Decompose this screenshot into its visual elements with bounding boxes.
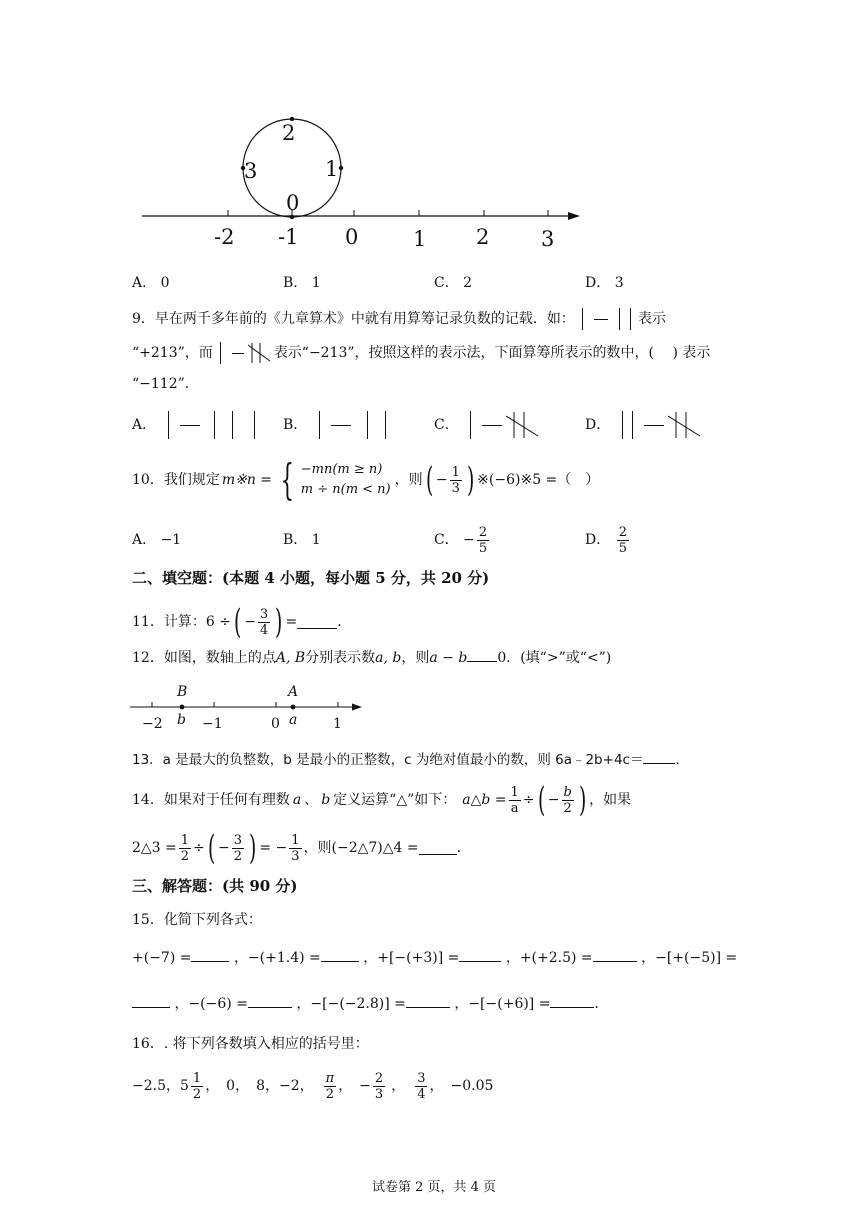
q15-row1: +(−7) = ，−(+1.4) = ，+[−(+3)] = ，+(+2.5) = ，−[+(−5)] = (132, 950, 738, 966)
circle-label-3: 3 (244, 159, 258, 183)
q15-row2: ，−(−6) = ，−[−(−2.8)] = ，−[−(+6)] = ． (132, 994, 608, 1014)
counting-rods-icon (575, 306, 638, 332)
tick-label: 0 (271, 716, 280, 730)
axis-tick-label: -2 (214, 225, 235, 249)
answer-blank[interactable] (459, 949, 501, 962)
q8-option-a: A． 0 (132, 275, 170, 291)
q8-option-c: C． 2 (434, 275, 473, 291)
q9-option-b: B． (283, 412, 393, 438)
circle-label-2: 2 (282, 121, 296, 145)
q8-option-b: B． 1 (283, 275, 321, 291)
answer-blank[interactable] (132, 995, 170, 1008)
q9-line1: 9．早在两千多年前的《九章算术》中就有用算筹记录负数的记载．如： 表示 (132, 306, 666, 332)
point-label-a: a (289, 712, 298, 728)
point-label-b: b (177, 712, 186, 728)
section-2-heading: 二、填空题：(本题 4 小题，每小题 5 分，共 20 分) (132, 569, 490, 587)
tick-label: −2 (142, 716, 163, 730)
answer-blank[interactable] (321, 949, 359, 962)
q14-line2: 2△3 = $\frac{1}{2}$ ÷ ( − $\frac{3}{2}$ ) = − $\frac{1}{3}$ ，则 (−2△7)△4 = ． (132, 828, 471, 868)
tick-label: 1 (333, 716, 342, 730)
answer-blank[interactable] (248, 995, 292, 1008)
axis-arrow-icon (568, 212, 580, 220)
answer-blank[interactable] (643, 751, 675, 764)
answer-blank[interactable] (297, 616, 337, 629)
q8-option-d: D． 3 (585, 275, 624, 291)
q14-line1: 14．如果对于任何有理数 a 、 b 定义运算“△”如下： a△b = $\frac{1}{a}$ ÷ ( − $\frac{b}{2}$ ) ，如果 (132, 780, 632, 820)
q12-question: 12．如图，数轴上的点A, B分别表示数a, b，则a − b 0．(填“>”或“<”) (132, 650, 612, 666)
circle-label-1: 1 (325, 157, 339, 181)
q11-question: 11．计算： 6 ÷ ( − $\frac{3}{4}$ ) = ． (132, 602, 352, 642)
q13-question: 13．a 是最大的负整数，b 是最小的正整数，c 为绝对值最小的数，则 6a﹣2b+4c＝ ． (132, 752, 689, 768)
tick-label: −1 (202, 716, 223, 730)
q12-number-line (128, 680, 368, 730)
counting-rods-icon (615, 412, 702, 438)
q9-option-c: C． (434, 412, 540, 438)
q10-option-a: A． −1 (132, 532, 182, 548)
axis-tick-label: 2 (476, 225, 490, 249)
counting-rods-icon (161, 412, 262, 438)
page-footer: 试卷第 2 页，共 4 页 (371, 1180, 497, 1195)
counting-rods-icon (312, 412, 393, 438)
axis-tick-label: 0 (345, 225, 359, 249)
q10-option-b: B． 1 (283, 532, 321, 548)
point-label-a-upper: A (288, 684, 299, 700)
point-label-b-upper: B (177, 684, 188, 700)
axis-tick-label: 1 (413, 227, 427, 251)
circle-label-0: 0 (286, 191, 300, 215)
q8-figure (130, 108, 590, 253)
q10-option-c: C． − $\frac{2}{5}$ (434, 524, 488, 556)
q9-option-d: D． (585, 412, 702, 438)
counting-rods-icon (213, 340, 274, 366)
answer-blank[interactable] (467, 649, 497, 662)
q10-option-d: D． $\frac{2}{5}$ (585, 524, 627, 556)
q16-title: 16．. 将下列各数填入相应的括号里： (132, 1036, 369, 1052)
q10-question: 10．我们规定 m※n = { −mn(m ≥ n) m ÷ n(m < n) ，则 ( − $\frac{1}{3}$ ) ※(−6)※5 =（ ） (132, 455, 600, 504)
answer-blank[interactable] (406, 995, 450, 1008)
answer-blank[interactable] (550, 995, 594, 1008)
counting-rods-icon (463, 412, 540, 438)
q9-option-a: A． (132, 412, 262, 438)
q15-title: 15．化简下列各式： (132, 912, 262, 928)
axis-tick-label: 3 (541, 227, 555, 251)
q9-line2: “+213”，而 表示“−213”，按照这样的表示法，下面算筹所表示的数中，( ) 表示 (132, 340, 710, 366)
axis-tick-label: -1 (278, 225, 299, 249)
answer-blank[interactable] (191, 949, 229, 962)
answer-blank[interactable] (419, 842, 457, 855)
section-3-heading: 三、解答题：(共 90 分) (132, 877, 298, 895)
q9-line3: “−112”． (132, 376, 199, 392)
q16-numbers: −2.5，5 $\frac{1}{2}$ ， 0， 8，−2， $\frac{\pi}{2}$ ， − $\frac{2}{3}$ ， $\frac{3}{4}$ ， −0.05̇ (132, 1070, 494, 1102)
axis-arrow-icon (352, 704, 362, 711)
answer-blank[interactable] (593, 949, 637, 962)
